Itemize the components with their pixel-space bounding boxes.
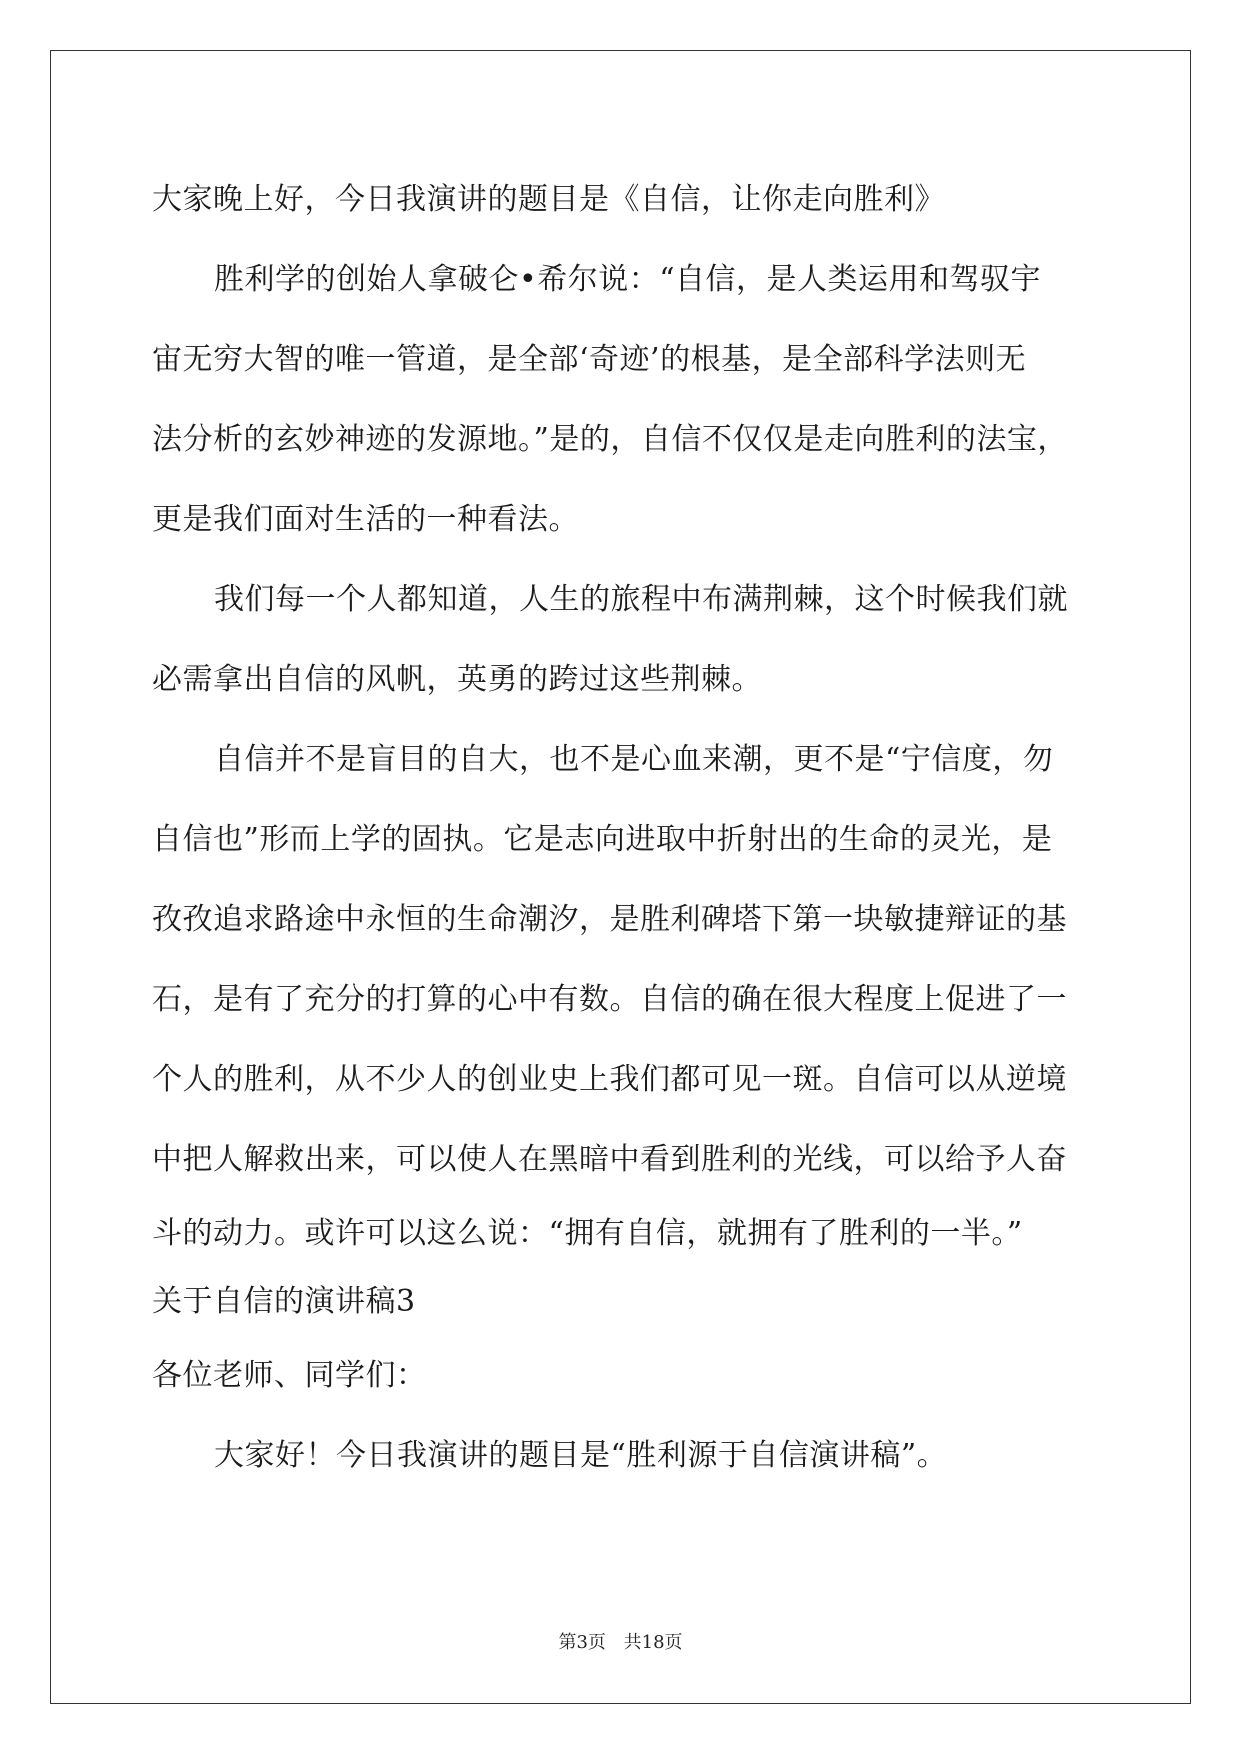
text-line: 自信也”形而上学的固执。它是志向进取中折射出的生命的灵光，是 [152,822,1053,857]
section-heading: 关于自信的演讲稿3 [152,1284,416,1319]
text-line: 孜孜追求路途中永恒的生命潮汐，是胜利碑塔下第一块敏捷辩证的基 [152,902,1067,937]
page-footer [0,1628,1241,1654]
text-line: 大家好！今日我演讲的题目是“胜利源于自信演讲稿”。 [214,1438,948,1473]
text-line: 大家晚上好，今日我演讲的题目是《自信，让你走向胜利》 [152,182,945,217]
page-total: 共18页 [623,1632,683,1653]
text-line: 我们每一个人都知道，人生的旅程中布满荆棘，这个时候我们就 [214,582,1068,617]
text-line: 个人的胜利，从不少人的创业史上我们都可见一斑。自信可以从逆境 [152,1062,1067,1097]
text-line: 自信并不是盲目的自大，也不是心血来潮，更不是“宁信度，勿 [214,742,1054,777]
text-line: 必需拿出自信的风帆，英勇的跨过这些荆棘。 [152,662,762,697]
text-line: 胜利学的创始人拿破仑•希尔说：“自信，是人类运用和驾驭宇 [214,262,1042,297]
document-body [152,160,1092,1496]
text-line: 斗的动力。或许可以这么说：“拥有自信，就拥有了胜利的一半。” [152,1216,1023,1251]
text-line: 法分析的玄妙神迹的发源地。”是的，自信不仅仅是走向胜利的法宝， [152,422,1068,457]
text-line: 石，是有了充分的打算的心中有数。自信的确在很大程度上促进了一 [152,982,1067,1017]
salutation: 各位老师、同学们： [152,1358,427,1393]
page-number: 第3页 [558,1632,606,1653]
text-line: 更是我们面对生活的一种看法。 [152,502,579,537]
text-line: 中把人解救出来，可以使人在黑暗中看到胜利的光线，可以给予人奋 [152,1142,1067,1177]
text-line: 宙无穷大智的唯一管道，是全部‘奇迹’的根基，是全部科学法则无 [152,342,1027,377]
